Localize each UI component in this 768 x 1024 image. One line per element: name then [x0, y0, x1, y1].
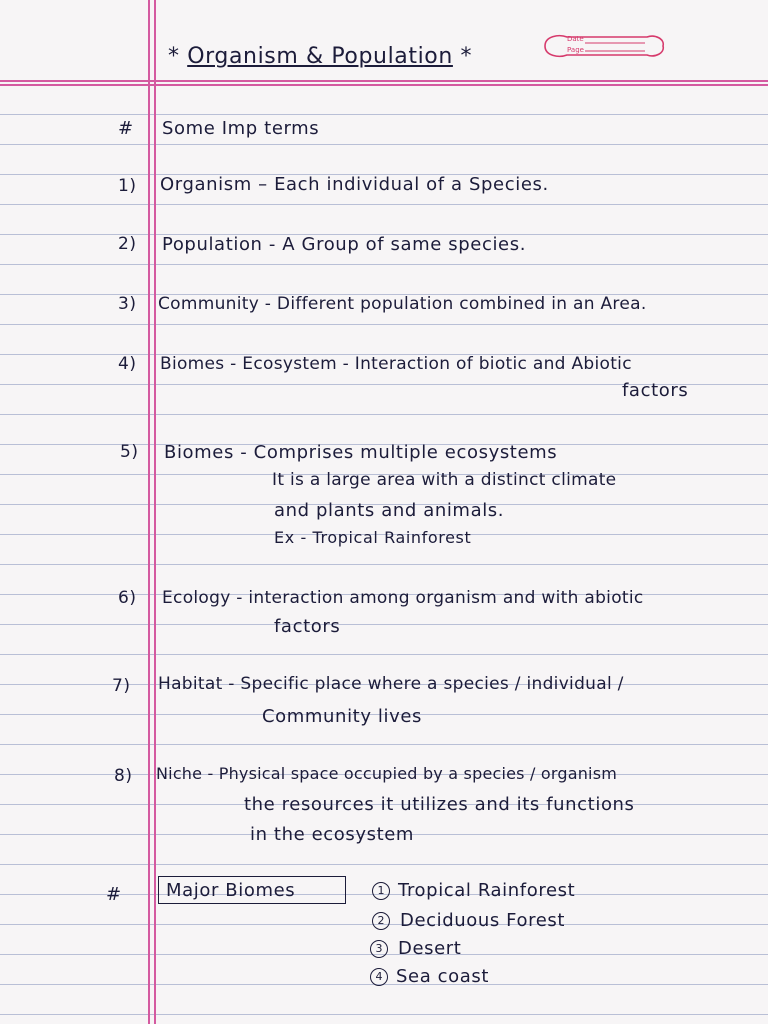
date-badge-icon — [537, 31, 669, 61]
term-line: Biomes - Ecosystem - Interaction of biotic and Abiotic — [160, 354, 632, 374]
ruled-line — [0, 414, 768, 415]
term-line: and plants and animals. — [274, 500, 505, 521]
term-number: 6) — [118, 588, 137, 608]
ruled-line — [0, 744, 768, 745]
term-line: Ecology - interaction among organism and with abiotic — [162, 588, 644, 608]
biome-item: Tropical Rainforest — [398, 880, 576, 901]
term-number: 4) — [118, 354, 137, 374]
term-line: It is a large area with a distinct climate — [272, 470, 617, 490]
term-number: 2) — [118, 234, 137, 254]
ruled-line — [0, 264, 768, 265]
ruled-line — [0, 144, 768, 145]
ruled-line — [0, 114, 768, 115]
term-number: 5) — [120, 442, 139, 462]
date-page-badge — [537, 31, 669, 61]
term-line: Ex - Tropical Rainforest — [274, 528, 472, 547]
term-line: factors — [274, 616, 341, 637]
ruled-line — [0, 654, 768, 655]
term-line: Community lives — [262, 706, 423, 727]
number-circle-icon: 3 — [370, 940, 388, 958]
number-circle-icon: 1 — [372, 882, 390, 900]
term-line: Population - A Group of same species. — [162, 234, 527, 255]
number-circle-icon: 4 — [370, 968, 388, 986]
biomes-marker: # — [106, 884, 122, 905]
ruled-line — [0, 1014, 768, 1015]
ruled-line — [0, 204, 768, 205]
term-line: Organism – Each individual of a Species. — [160, 174, 549, 195]
term-number: 1) — [118, 176, 137, 196]
major-biomes-label: Major Biomes — [166, 880, 296, 901]
term-line: Biomes - Comprises multiple ecosystems — [164, 442, 558, 463]
page-title — [168, 44, 472, 69]
top-rule-2 — [0, 84, 768, 86]
page-label: Page — [567, 46, 584, 54]
term-line: in the ecosystem — [250, 824, 415, 845]
term-line: Niche - Physical space occupied by a species / organism — [156, 764, 618, 783]
title-star-right: * — [452, 44, 473, 69]
number-circle-icon: 2 — [372, 912, 390, 930]
term-line: Habitat - Specific place where a species / individual / — [158, 674, 624, 694]
title-star-left: * — [168, 44, 188, 69]
ruled-line — [0, 564, 768, 565]
date-label: Date — [567, 35, 584, 43]
term-line: Community - Different population combined in an Area. — [158, 294, 647, 314]
top-rule — [0, 80, 768, 82]
biome-item: Deciduous Forest — [400, 910, 566, 931]
term-number: 3) — [118, 294, 137, 314]
term-line: factors — [622, 380, 689, 401]
ruled-line — [0, 624, 768, 625]
ruled-line — [0, 324, 768, 325]
title-text: Organism & Population — [187, 44, 453, 69]
margin-line-right — [154, 0, 156, 1024]
section-heading: Some Imp terms — [162, 118, 320, 139]
term-line: the resources it utilizes and its functions — [244, 794, 635, 815]
term-number: 7) — [112, 676, 131, 696]
term-number: 8) — [114, 766, 133, 786]
section-marker: # — [118, 118, 134, 139]
margin-line-left — [148, 0, 150, 1024]
ruled-line — [0, 864, 768, 865]
biome-item: Desert — [398, 938, 462, 959]
biome-item: Sea coast — [396, 966, 490, 987]
